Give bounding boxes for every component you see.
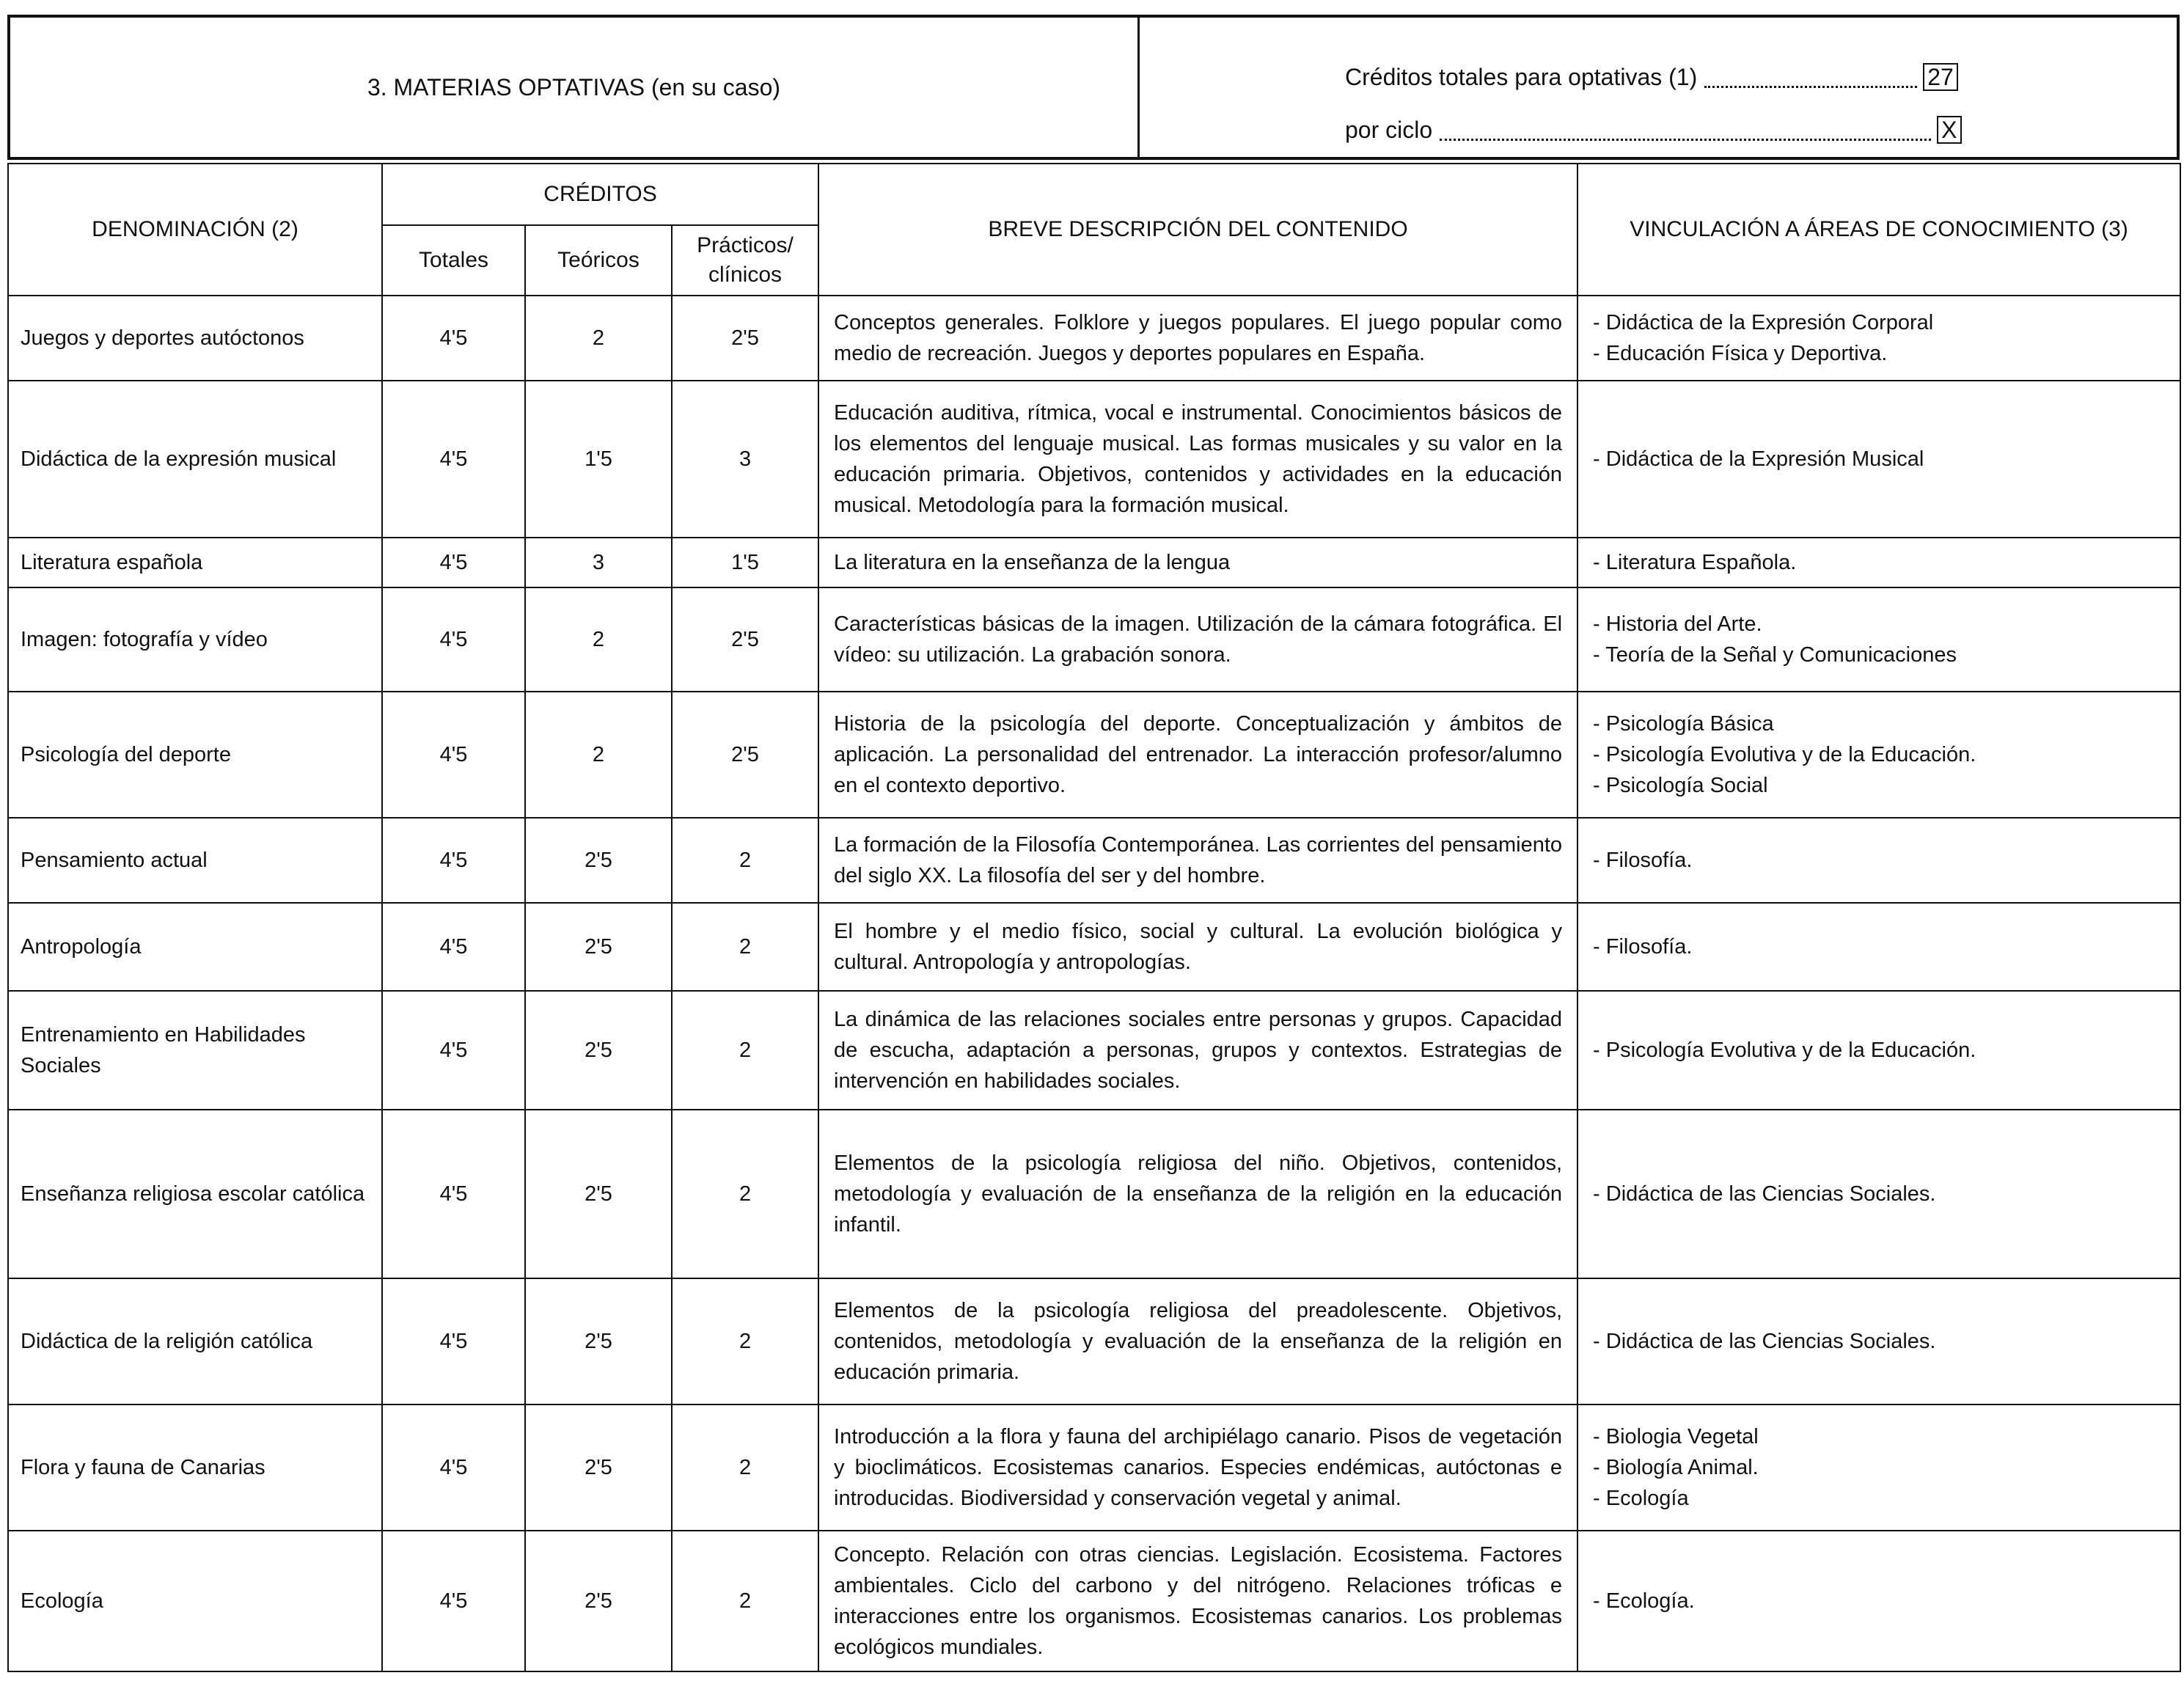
knowledge-area-item: - Psicología Social xyxy=(1593,774,1768,797)
subject-name: Pensamiento actual xyxy=(8,818,382,903)
knowledge-area-item: - Ecología xyxy=(1593,1487,1689,1510)
knowledge-area-item: - Didáctica de las Ciencias Sociales. xyxy=(1593,1330,1936,1353)
table-body xyxy=(8,296,2180,1671)
subject-name: Imagen: fotografía y vídeo xyxy=(8,587,382,692)
credits-practicos: 2 xyxy=(672,1531,818,1671)
knowledge-areas xyxy=(1577,818,2180,903)
credits-teoricos: 2'5 xyxy=(525,818,672,903)
table-row xyxy=(8,538,2180,587)
table-row xyxy=(8,1404,2180,1531)
per-cycle-label: por ciclo xyxy=(1345,116,1433,143)
document-page xyxy=(7,15,2180,1659)
credits-teoricos: 2'5 xyxy=(525,1278,672,1404)
credits-teoricos: 2'5 xyxy=(525,1404,672,1531)
content-description: Características básicas de la imagen. Utilización de la cámara fotográfica. El vídeo: su utilización. La grabación sonora. xyxy=(818,587,1577,692)
knowledge-area-item: - Psicología Básica xyxy=(1593,712,1774,736)
credits-teoricos: 2'5 xyxy=(525,1110,672,1278)
knowledge-area-item: - Ecología. xyxy=(1593,1589,1695,1613)
table-row xyxy=(8,1278,2180,1404)
knowledge-area-item: - Psicología Evolutiva y de la Educación. xyxy=(1593,1039,1976,1062)
content-description: La dinámica de las relaciones sociales entre personas y grupos. Capacidad de escucha, adaptación a personas, grupos y contextos. Estrategias de intervención en habilidades sociales. xyxy=(818,991,1577,1110)
credits-teoricos: 1'5 xyxy=(525,381,672,538)
section-header xyxy=(7,15,2180,160)
table-row xyxy=(8,818,2180,903)
credits-totales: 4'5 xyxy=(382,903,525,991)
knowledge-areas xyxy=(1577,692,2180,818)
table-row xyxy=(8,692,2180,818)
credits-summary xyxy=(1140,18,2177,157)
credits-practicos: 2'5 xyxy=(672,296,818,381)
knowledge-areas xyxy=(1577,296,2180,381)
knowledge-area-item: - Biología Animal. xyxy=(1593,1456,1759,1479)
subject-name: Flora y fauna de Canarias xyxy=(8,1404,382,1531)
knowledge-area-item: - Psicología Evolutiva y de la Educación. xyxy=(1593,743,1976,766)
credits-teoricos: 2 xyxy=(525,296,672,381)
credits-total-line xyxy=(1345,63,1958,91)
knowledge-area-item: - Historia del Arte. xyxy=(1593,612,1762,636)
knowledge-areas xyxy=(1577,381,2180,538)
credits-totales: 4'5 xyxy=(382,587,525,692)
content-description: La literatura en la enseñanza de la lengua xyxy=(818,538,1577,587)
section-title: 3. MATERIAS OPTATIVAS (en su caso) xyxy=(10,18,1140,157)
content-description: Introducción a la flora y fauna del archipiélago canario. Pisos de vegetación y bioclimáticos. Ecosistemas canarios. Especies endémicas, autóctonas e introducidas. Biodiversidad y conservación vegetal y animal. xyxy=(818,1404,1577,1531)
content-description: Educación auditiva, rítmica, vocal e instrumental. Conocimientos básicos de los elementos del lenguaje musical. Las formas musicales y su valor en la educación primaria. Objetivos, contenidos y actividades en la educación musical. Metodología para la formación musical. xyxy=(818,381,1577,538)
credits-totales: 4'5 xyxy=(382,1110,525,1278)
knowledge-area-item: - Biologia Vegetal xyxy=(1593,1425,1759,1449)
dot-leader xyxy=(1704,67,1917,88)
subject-name: Juegos y deportes autóctonos xyxy=(8,296,382,381)
credits-total-label: Créditos totales para optativas (1) xyxy=(1345,63,1698,90)
header-creditos: CRÉDITOS xyxy=(382,164,818,225)
header-teoricos: Teóricos xyxy=(525,225,672,296)
knowledge-area-item: - Filosofía. xyxy=(1593,935,1693,959)
subject-name: Didáctica de la expresión musical xyxy=(8,381,382,538)
knowledge-areas xyxy=(1577,538,2180,587)
content-description: La formación de la Filosofía Contemporánea. Las corrientes del pensamiento del siglo XX. La filosofía del ser y del hombre. xyxy=(818,818,1577,903)
content-description: Historia de la psicología del deporte. Conceptualización y ámbitos de aplicación. La personalidad del entrenador. La interacción profesor/alumno en el contexto deportivo. xyxy=(818,692,1577,818)
credits-practicos: 2 xyxy=(672,991,818,1110)
header-practicos: Prácticos/ clínicos xyxy=(672,225,818,296)
credits-practicos: 2 xyxy=(672,1278,818,1404)
credits-practicos: 2 xyxy=(672,818,818,903)
credits-practicos: 2 xyxy=(672,903,818,991)
subject-name: Antropología xyxy=(8,903,382,991)
credits-teoricos: 2'5 xyxy=(525,903,672,991)
credits-totales: 4'5 xyxy=(382,818,525,903)
credits-totales: 4'5 xyxy=(382,692,525,818)
subject-name: Didáctica de la religión católica xyxy=(8,1278,382,1404)
header-descripcion: BREVE DESCRIPCIÓN DEL CONTENIDO xyxy=(818,164,1577,296)
credits-totales: 4'5 xyxy=(382,296,525,381)
knowledge-area-item: - Didáctica de la Expresión Musical xyxy=(1593,447,1924,471)
table-row xyxy=(8,587,2180,692)
subject-name: Psicología del deporte xyxy=(8,692,382,818)
table-row xyxy=(8,296,2180,381)
knowledge-areas xyxy=(1577,1531,2180,1671)
knowledge-areas xyxy=(1577,587,2180,692)
subject-name: Ecología xyxy=(8,1531,382,1671)
credits-practicos: 2 xyxy=(672,1110,818,1278)
knowledge-areas xyxy=(1577,903,2180,991)
header-denominacion: DENOMINACIÓN (2) xyxy=(8,164,382,296)
table-row xyxy=(8,903,2180,991)
knowledge-area-item: - Educación Física y Deportiva. xyxy=(1593,342,1888,365)
knowledge-areas xyxy=(1577,1404,2180,1531)
credits-teoricos: 2'5 xyxy=(525,991,672,1110)
table-row xyxy=(8,381,2180,538)
credits-practicos: 1'5 xyxy=(672,538,818,587)
credits-teoricos: 2 xyxy=(525,587,672,692)
knowledge-area-item: - Filosofía. xyxy=(1593,849,1693,872)
credits-teoricos: 2 xyxy=(525,692,672,818)
credits-totales: 4'5 xyxy=(382,538,525,587)
table-row xyxy=(8,1531,2180,1671)
credits-teoricos: 3 xyxy=(525,538,672,587)
knowledge-area-item: - Teoría de la Señal y Comunicaciones xyxy=(1593,643,1957,667)
dot-leader xyxy=(1440,120,1931,141)
per-cycle-line xyxy=(1345,116,1962,144)
content-description: Elementos de la psicología religiosa del niño. Objetivos, contenidos, metodología y evaluación de la enseñanza de la religión en la educación infantil. xyxy=(818,1110,1577,1278)
credits-teoricos: 2'5 xyxy=(525,1531,672,1671)
credits-practicos: 2'5 xyxy=(672,692,818,818)
knowledge-areas xyxy=(1577,1110,2180,1278)
knowledge-area-item: - Didáctica de la Expresión Corporal xyxy=(1593,311,1934,334)
knowledge-area-item: - Didáctica de las Ciencias Sociales. xyxy=(1593,1182,1936,1206)
credits-totales: 4'5 xyxy=(382,1278,525,1404)
credits-total-value: 27 xyxy=(1923,63,1958,91)
knowledge-area-item: - Literatura Española. xyxy=(1593,551,1797,574)
subject-name: Enseñanza religiosa escolar católica xyxy=(8,1110,382,1278)
content-description: Elementos de la psicología religiosa del preadolescente. Objetivos, contenidos, metodología y evaluación de la enseñanza de la religión en educación primaria. xyxy=(818,1278,1577,1404)
credits-practicos: 3 xyxy=(672,381,818,538)
header-totales: Totales xyxy=(382,225,525,296)
subject-name: Literatura española xyxy=(8,538,382,587)
credits-practicos: 2 xyxy=(672,1404,818,1531)
header-vinculacion: VINCULACIÓN A ÁREAS DE CONOCIMIENTO (3) xyxy=(1577,164,2180,296)
knowledge-areas xyxy=(1577,991,2180,1110)
credits-practicos: 2'5 xyxy=(672,587,818,692)
subject-name: Entrenamiento en Habilidades Sociales xyxy=(8,991,382,1110)
credits-totales: 4'5 xyxy=(382,381,525,538)
content-description: El hombre y el medio físico, social y cultural. La evolución biológica y cultural. Antropología y antropologías. xyxy=(818,903,1577,991)
table-row xyxy=(8,1110,2180,1278)
per-cycle-value: X xyxy=(1937,116,1961,144)
credits-totales: 4'5 xyxy=(382,1404,525,1531)
knowledge-areas xyxy=(1577,1278,2180,1404)
subjects-table xyxy=(7,163,2181,1672)
content-description: Concepto. Relación con otras ciencias. Legislación. Ecosistema. Factores ambientales. Ciclo del carbono y del nitrógeno. Relaciones tróficas e interacciones entre los organismos. Ecosistemas canarios. Los problemas ecológicos mundiales. xyxy=(818,1531,1577,1671)
credits-totales: 4'5 xyxy=(382,991,525,1110)
table-row xyxy=(8,991,2180,1110)
content-description: Conceptos generales. Folklore y juegos populares. El juego popular como medio de recreación. Juegos y deportes populares en España. xyxy=(818,296,1577,381)
credits-totales: 4'5 xyxy=(382,1531,525,1671)
